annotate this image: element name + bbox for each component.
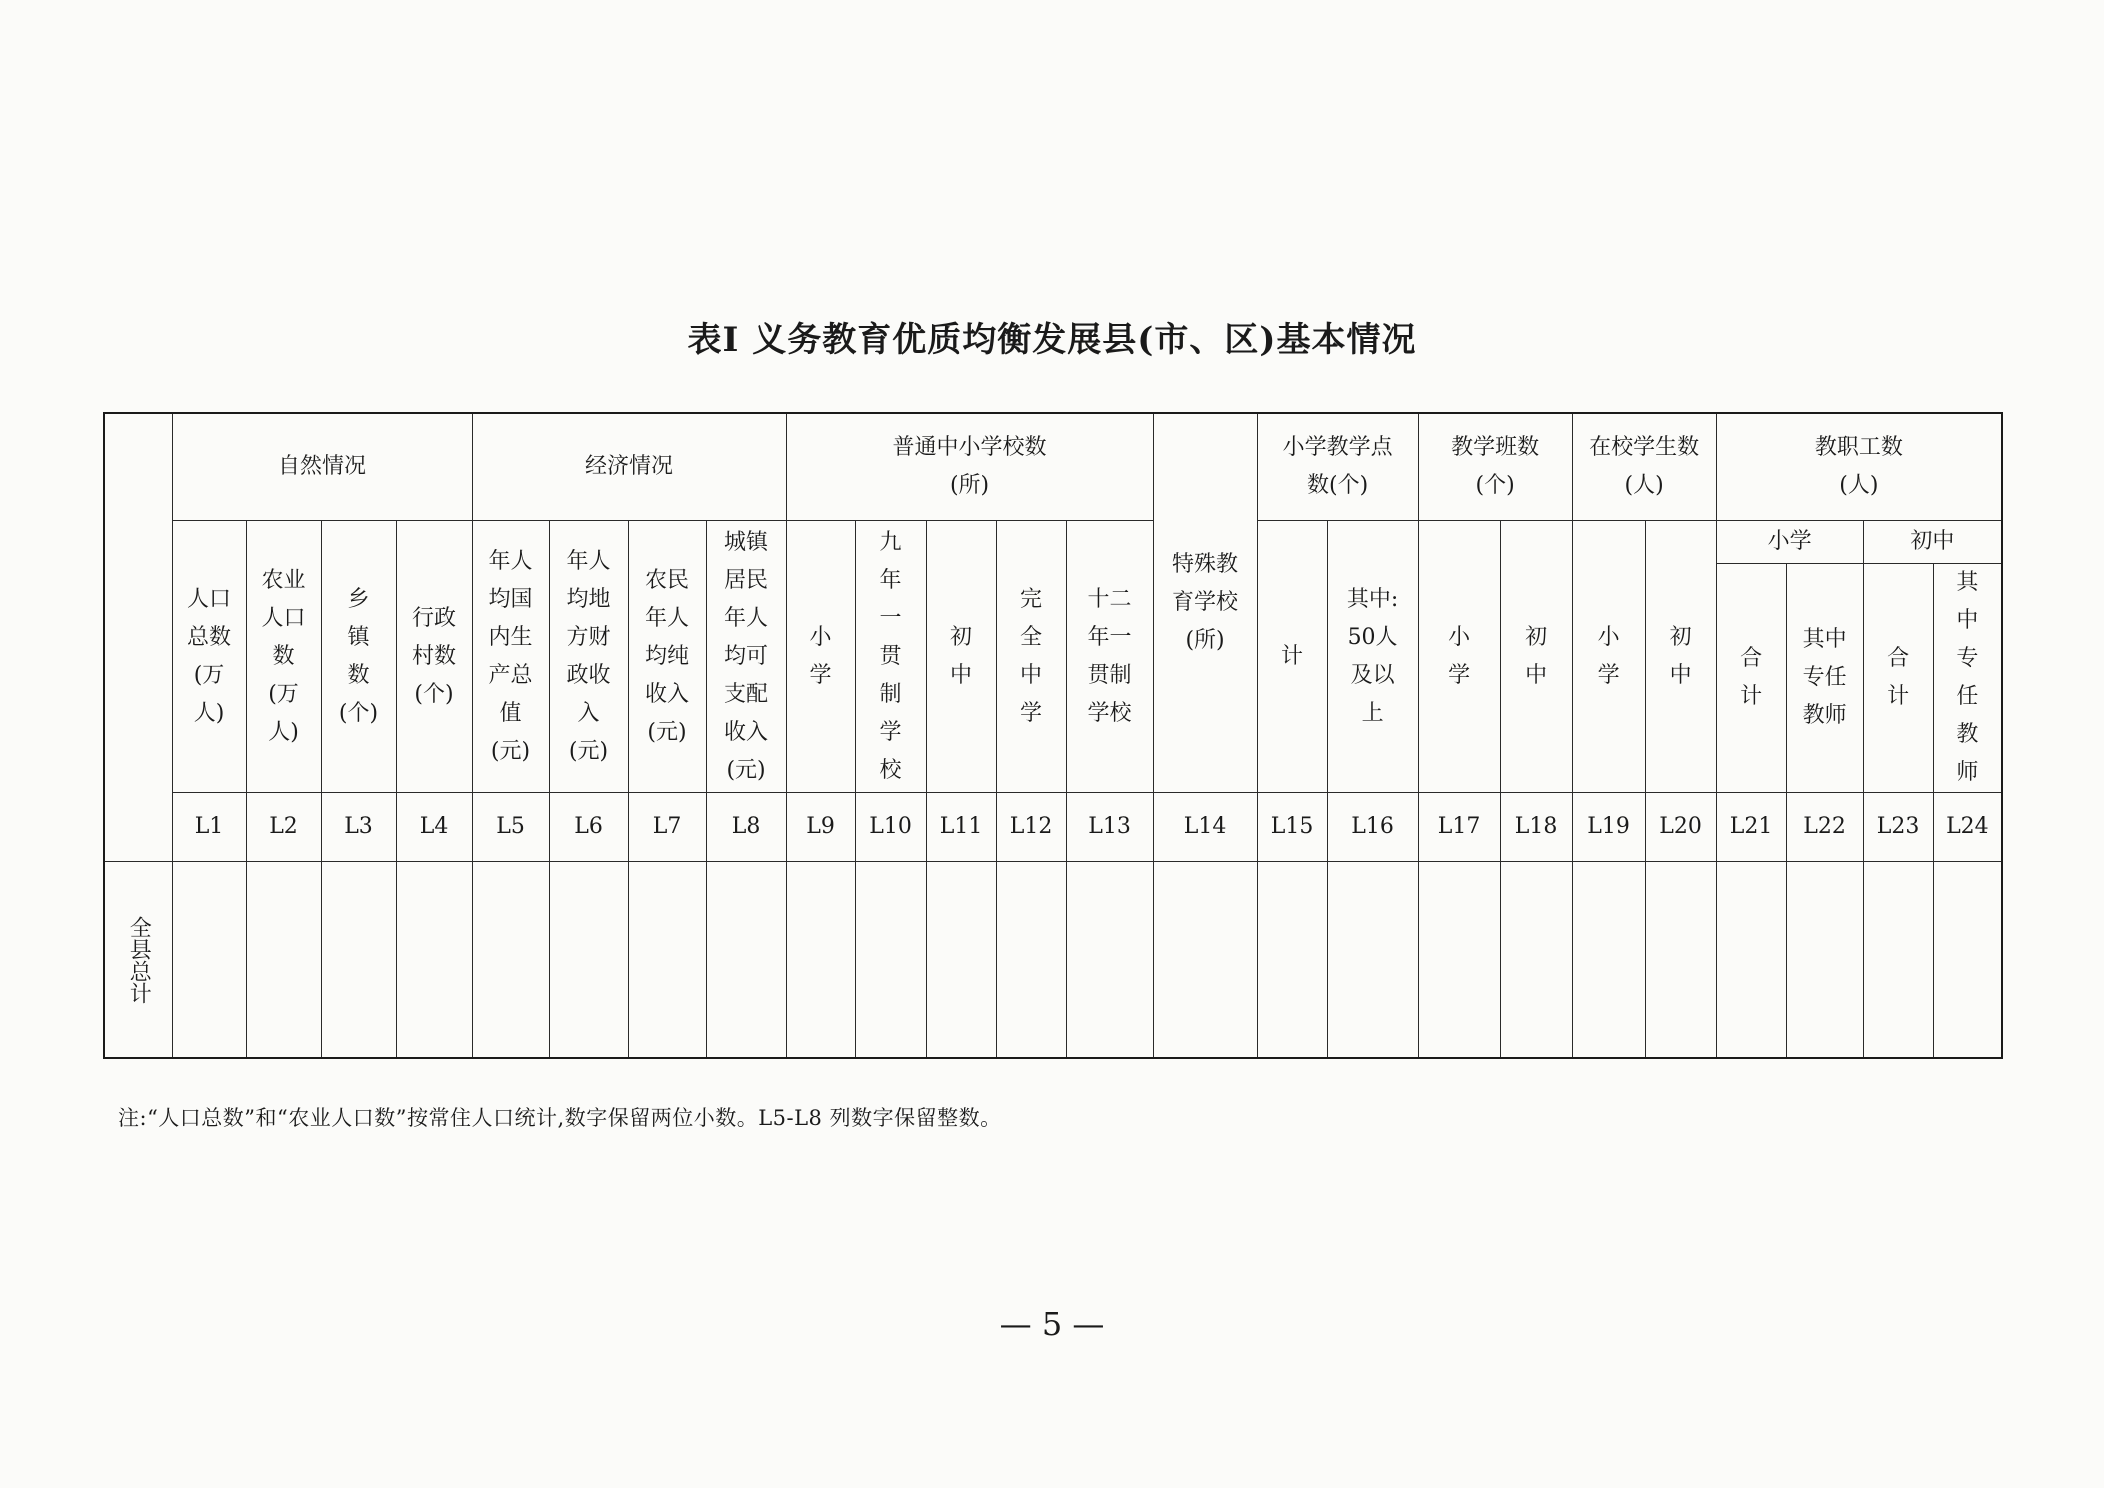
total-cell-l6[interactable] bbox=[549, 862, 628, 1059]
total-cell-l8[interactable] bbox=[706, 862, 786, 1059]
col-header-l22: 其中 专任 教师 bbox=[1786, 564, 1863, 793]
col-code-l9: L9 bbox=[786, 793, 855, 862]
subgroup-staff-junior: 初中 bbox=[1863, 521, 2002, 564]
col-code-l12: L12 bbox=[996, 793, 1066, 862]
group-economic: 经济情况 bbox=[472, 413, 786, 521]
col-header-l2: 农业 人口 数 (万 人) bbox=[246, 521, 321, 793]
col-code-l21: L21 bbox=[1716, 793, 1786, 862]
col-code-l16: L16 bbox=[1327, 793, 1418, 862]
col-header-l1: 人口 总数 (万 人) bbox=[172, 521, 246, 793]
col-code-l8: L8 bbox=[706, 793, 786, 862]
subgroup-staff-primary: 小学 bbox=[1716, 521, 1863, 564]
col-code-l22: L22 bbox=[1786, 793, 1863, 862]
col-header-l17: 小 学 bbox=[1418, 521, 1500, 793]
col-code-l7: L7 bbox=[628, 793, 706, 862]
col-header-l10: 九 年 一 贯 制 学 校 bbox=[855, 521, 926, 793]
col-code-l19: L19 bbox=[1572, 793, 1645, 862]
basic-info-table bbox=[103, 412, 2003, 1059]
col-header-l11: 初 中 bbox=[926, 521, 996, 793]
col-header-l24: 其 中 专 任 教 师 bbox=[1933, 564, 2002, 793]
total-cell-l22[interactable] bbox=[1786, 862, 1863, 1059]
col-header-l23: 合 计 bbox=[1863, 564, 1933, 793]
total-cell-l7[interactable] bbox=[628, 862, 706, 1059]
total-cell-l23[interactable] bbox=[1863, 862, 1933, 1059]
total-cell-l13[interactable] bbox=[1066, 862, 1153, 1059]
col-code-l13: L13 bbox=[1066, 793, 1153, 862]
group-students: 在校学生数 (人) bbox=[1572, 413, 1716, 521]
group-special-schools: 特殊教 育学校 (所) bbox=[1153, 413, 1257, 793]
col-header-l3: 乡 镇 数 (个) bbox=[321, 521, 396, 793]
col-code-l23: L23 bbox=[1863, 793, 1933, 862]
col-header-l9: 小 学 bbox=[786, 521, 855, 793]
col-code-l5: L5 bbox=[472, 793, 549, 862]
col-header-l4: 行政 村数 (个) bbox=[396, 521, 472, 793]
total-cell-l17[interactable] bbox=[1418, 862, 1500, 1059]
col-code-l2: L2 bbox=[246, 793, 321, 862]
total-cell-l21[interactable] bbox=[1716, 862, 1786, 1059]
total-cell-l2[interactable] bbox=[246, 862, 321, 1059]
col-header-l8: 城镇 居民 年人 均可 支配 收入 (元) bbox=[706, 521, 786, 793]
group-staff: 教职工数 (人) bbox=[1716, 413, 2002, 521]
col-code-l17: L17 bbox=[1418, 793, 1500, 862]
total-cell-l20[interactable] bbox=[1645, 862, 1716, 1059]
total-cell-l9[interactable] bbox=[786, 862, 855, 1059]
col-code-l24: L24 bbox=[1933, 793, 2002, 862]
total-cell-l19[interactable] bbox=[1572, 862, 1645, 1059]
col-code-l14: L14 bbox=[1153, 793, 1257, 862]
col-header-l5: 年人 均国 内生 产总 值 (元) bbox=[472, 521, 549, 793]
total-cell-l14[interactable] bbox=[1153, 862, 1257, 1059]
col-header-l6: 年人 均地 方财 政收 入 (元) bbox=[549, 521, 628, 793]
col-code-l11: L11 bbox=[926, 793, 996, 862]
total-row-label: 全县总计 bbox=[104, 862, 172, 1059]
col-code-l10: L10 bbox=[855, 793, 926, 862]
total-cell-l18[interactable] bbox=[1500, 862, 1572, 1059]
group-teaching-points: 小学教学点 数(个) bbox=[1257, 413, 1418, 521]
total-cell-l11[interactable] bbox=[926, 862, 996, 1059]
total-cell-l3[interactable] bbox=[321, 862, 396, 1059]
group-classes: 教学班数 (个) bbox=[1418, 413, 1572, 521]
total-cell-l15[interactable] bbox=[1257, 862, 1327, 1059]
total-cell-l10[interactable] bbox=[855, 862, 926, 1059]
page-number: — 5 — bbox=[999, 1305, 1105, 1343]
col-header-l15: 计 bbox=[1257, 521, 1327, 793]
total-cell-l12[interactable] bbox=[996, 862, 1066, 1059]
col-code-l18: L18 bbox=[1500, 793, 1572, 862]
col-header-l19: 小 学 bbox=[1572, 521, 1645, 793]
col-header-l20: 初 中 bbox=[1645, 521, 1716, 793]
col-code-l4: L4 bbox=[396, 793, 472, 862]
col-header-l18: 初 中 bbox=[1500, 521, 1572, 793]
footnote: 注:“人口总数”和“农业人口数”按常住人口统计,数字保留两位小数。L5-L8 列数字保留整数。 bbox=[118, 1106, 1002, 1130]
page-title: 表Ⅰ 义务教育优质均衡发展县(市、区)基本情况 bbox=[687, 320, 1417, 360]
col-header-l16: 其中: 50人 及以 上 bbox=[1327, 521, 1418, 793]
col-header-l7: 农民 年人 均纯 收入 (元) bbox=[628, 521, 706, 793]
group-schools: 普通中小学校数 (所) bbox=[786, 413, 1153, 521]
col-code-l20: L20 bbox=[1645, 793, 1716, 862]
total-cell-l1[interactable] bbox=[172, 862, 246, 1059]
stub-header-cell bbox=[104, 413, 172, 862]
col-code-l3: L3 bbox=[321, 793, 396, 862]
total-cell-l24[interactable] bbox=[1933, 862, 2002, 1059]
total-cell-l16[interactable] bbox=[1327, 862, 1418, 1059]
col-code-l1: L1 bbox=[172, 793, 246, 862]
total-cell-l4[interactable] bbox=[396, 862, 472, 1059]
col-header-l12: 完 全 中 学 bbox=[996, 521, 1066, 793]
col-code-l6: L6 bbox=[549, 793, 628, 862]
group-natural: 自然情况 bbox=[172, 413, 472, 521]
col-header-l13: 十二 年一 贯制 学校 bbox=[1066, 521, 1153, 793]
total-cell-l5[interactable] bbox=[472, 862, 549, 1059]
col-code-l15: L15 bbox=[1257, 793, 1327, 862]
col-header-l21: 合 计 bbox=[1716, 564, 1786, 793]
